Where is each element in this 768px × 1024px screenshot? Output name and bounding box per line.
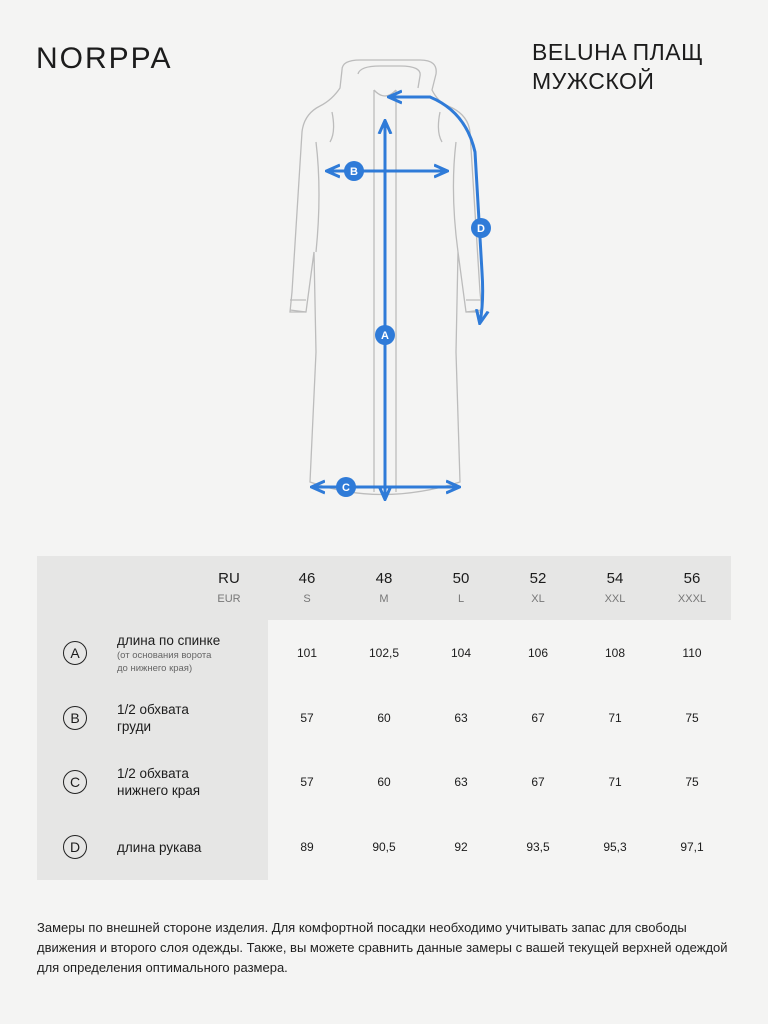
- header-size-52: [503, 556, 573, 620]
- table-cell: 75: [685, 711, 699, 725]
- table-cell: 92: [454, 840, 468, 854]
- svg-text:D: D: [477, 223, 485, 235]
- table-cell: 67: [531, 775, 545, 789]
- table-cell: 71: [608, 711, 622, 725]
- marker-a: [375, 325, 395, 345]
- table-cell: 106: [527, 646, 549, 660]
- table-cell: 101: [296, 646, 318, 660]
- row-badge: B: [63, 706, 87, 730]
- table-cell: 60: [377, 711, 391, 725]
- header-system-labels: [194, 556, 264, 620]
- table-cell: 110: [682, 646, 702, 660]
- row-label: длина по спинке: [117, 633, 221, 648]
- row-badge: C: [63, 770, 87, 794]
- table-cell: 102,5: [368, 646, 400, 660]
- marker-d: [471, 218, 491, 238]
- table-cell: 97,1: [680, 840, 704, 854]
- marker-b: [344, 161, 364, 181]
- table-cell: 93,5: [526, 840, 550, 854]
- header-ru-label: RU: [218, 570, 240, 587]
- svg-text:A: A: [381, 330, 389, 342]
- product-title: BELUHA ПЛАЩ МУЖСКОЙ: [532, 39, 704, 94]
- size-table: [37, 556, 731, 880]
- row-label: нижнего края: [117, 783, 201, 798]
- size-eur: L: [457, 593, 465, 605]
- table-cell: 71: [608, 775, 622, 789]
- table-cell: 90,5: [372, 840, 396, 854]
- size-ru: 50: [452, 570, 470, 587]
- measurement-footnote: Замеры по внешней стороне изделия. Для комфортной посадки необходимо учитывать запас для свободы движения и второго слоя одежды. Также, вы можете сравнить данные замеры с вашей текущей верхней одеждой для определения оптимального размера.: [37, 920, 728, 975]
- svg-text:B: B: [350, 166, 358, 178]
- size-ru: 54: [606, 570, 624, 587]
- row-note: до нижнего края): [117, 663, 193, 674]
- table-cell: 104: [450, 646, 472, 660]
- row-label: груди: [117, 719, 152, 734]
- header-eur-label: EUR: [217, 593, 241, 605]
- row-label: длина рукава: [117, 840, 202, 855]
- size-ru: 48: [375, 570, 393, 587]
- coat-illustration: [270, 52, 510, 512]
- size-eur: M: [379, 593, 389, 605]
- table-cell: 57: [300, 775, 314, 789]
- size-ru: 56: [683, 570, 701, 587]
- marker-c: [336, 477, 356, 497]
- table-row-a: [37, 620, 731, 685]
- table-row-b: [37, 685, 731, 750]
- header-size-50: [426, 556, 496, 620]
- table-cell: 63: [454, 711, 468, 725]
- table-cell: 67: [531, 711, 545, 725]
- header-size-54: [580, 556, 650, 620]
- size-eur: XL: [531, 593, 545, 605]
- table-row-d: [37, 815, 731, 880]
- header-size-56: [657, 556, 727, 620]
- row-label: 1/2 обхвата: [117, 766, 189, 781]
- header-size-46: [272, 556, 342, 620]
- size-ru: 46: [298, 570, 316, 587]
- row-note: (от основания ворота: [117, 650, 212, 661]
- row-badge: D: [63, 835, 87, 859]
- brand-logo: NORPPA: [36, 42, 173, 75]
- table-cell: 63: [454, 775, 468, 789]
- header-size-48: [349, 556, 419, 620]
- svg-text:C: C: [342, 482, 350, 494]
- row-badge: A: [63, 641, 87, 665]
- table-cell: 95,3: [603, 840, 627, 854]
- row-label: 1/2 обхвата: [117, 702, 189, 717]
- size-eur: XXL: [604, 593, 626, 605]
- table-cell: 60: [377, 775, 391, 789]
- size-eur: XXXL: [677, 593, 707, 605]
- table-cell: 89: [300, 840, 314, 854]
- size-eur: S: [303, 593, 311, 605]
- table-cell: 57: [300, 711, 314, 725]
- size-ru: 52: [529, 570, 547, 587]
- table-cell: 75: [685, 775, 699, 789]
- table-row-c: [37, 750, 731, 815]
- table-cell: 108: [604, 646, 626, 660]
